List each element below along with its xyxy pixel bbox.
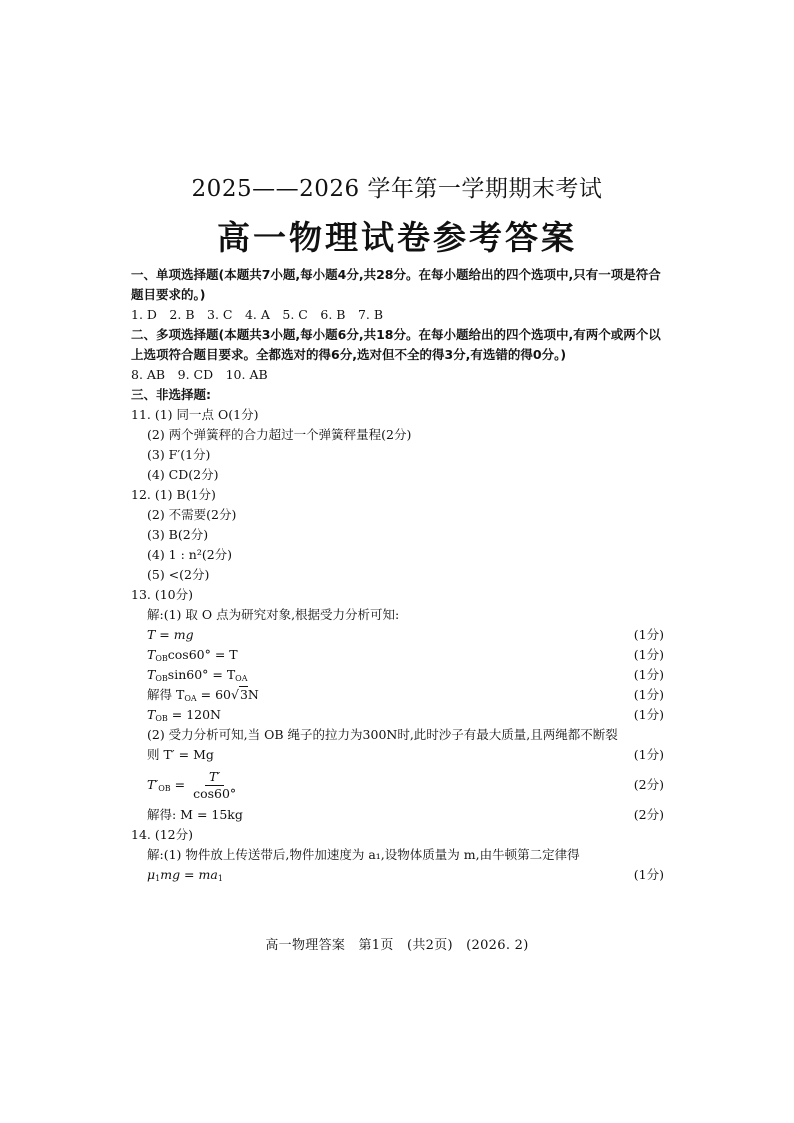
section1-answers: 1. D 2. B 3. C 4. A 5. C 6. B 7. B [131,307,384,322]
q11-part4: (4) CD(2分) [147,467,219,482]
q14-eq1-points: (1分) [633,867,664,882]
q13-eq7-points: (2分) [633,777,664,792]
q13-eq5-points: (1分) [633,707,664,722]
q13-eq6-row [131,745,664,765]
q13-eq1: T = mg [147,627,194,642]
q13-eq1-row [131,625,664,645]
q13-eq4-row [131,685,664,705]
q14-label: 14. (12分) [131,827,194,842]
q12-part1: 12. (1) B(1分) [131,487,216,502]
q13-label: 13. (10分) [131,587,194,602]
page-footer: 高一物理答案 第1页 (共2页) (2026. 2) [265,938,529,953]
q13-intro: 解:(1) 取 O 点为研究对象,根据受力分析可知: [147,607,400,622]
q14-eq1: $\mu_1mg = ma_1$ [147,867,223,883]
q13-eq3: $T_{OB}\sin 60^\circ = T_{OA}$ [147,667,248,683]
q13-eq7-row [131,765,664,805]
q13-part2-text: (2) 受力分析可知,当 OB 绳子的拉力为300N时,此时沙子有最大质量,且两绳都不断裂 [147,727,618,742]
section3-heading: 三、非选择题: [131,387,211,402]
q13-eq5: $T_{OB} = 120N$ [147,707,221,723]
exam-title: 2025——2026 学年第一学期期末考试 [191,176,603,202]
q13-eq4-points: (1分) [633,687,664,702]
q13-eq8: 解得: M = 15kg [147,807,243,822]
q13-eq3-row [131,665,664,685]
q13-eq3-points: (1分) [633,667,664,682]
q12-part2: (2) 不需要(2分) [147,507,237,522]
q11-part2: (2) 两个弹簧秤的合力超过一个弹簧秤量程(2分) [147,427,412,442]
section2-heading: 二、多项选择题(本题共3小题,每小题6分,共18分。在每小题给出的四个选项中,有两个或两个以上选项符合题目要求。全都选对的得6分,选对但不全的得3分,有选错的得0分。) [131,327,661,362]
q13-eq8-row [131,805,664,825]
q12-part3: (3) B(2分) [147,527,209,542]
q13-eq6: 则 T′ = Mg [147,747,214,762]
q13-eq6-points: (1分) [633,747,664,762]
q13-eq2-points: (1分) [633,647,664,662]
q13-eq5-row [131,705,664,725]
section2-answers: 8. AB 9. CD 10. AB [131,367,268,382]
q14-intro: 解:(1) 物件放上传送带后,物件加速度为 a₁,设物体质量为 m,由牛顿第二定律得 [147,847,580,862]
q12-part4: (4) 1 : n²(2分) [147,547,233,562]
q11-part1: 11. (1) 同一点 O(1分) [131,407,259,422]
q14-eq1-row [131,865,664,885]
q13-eq1-points: (1分) [633,627,664,642]
answer-key-title: 高一物理试卷参考答案 [217,218,577,257]
q13-eq7: $T'_{OB}$ = $\frac{T'}{\cos 60^\circ}$ [147,768,237,801]
q13-eq2-row [131,645,664,665]
section1-heading: 一、单项选择题(本题共7小题,每小题4分,共28分。在每小题给出的四个选项中,只有一项是符合题目要求的。) [131,267,661,302]
q13-eq4: 解得 $T_{OA} = 60√3N$ [147,687,259,703]
q12-part5: (5) <(2分) [147,567,210,582]
q11-part3: (3) F′(1分) [147,447,211,462]
q13-eq2: $T_{OB}\cos 60^\circ = T$ [147,647,238,663]
q13-eq8-points: (2分) [633,807,664,822]
answer-content [131,265,664,885]
